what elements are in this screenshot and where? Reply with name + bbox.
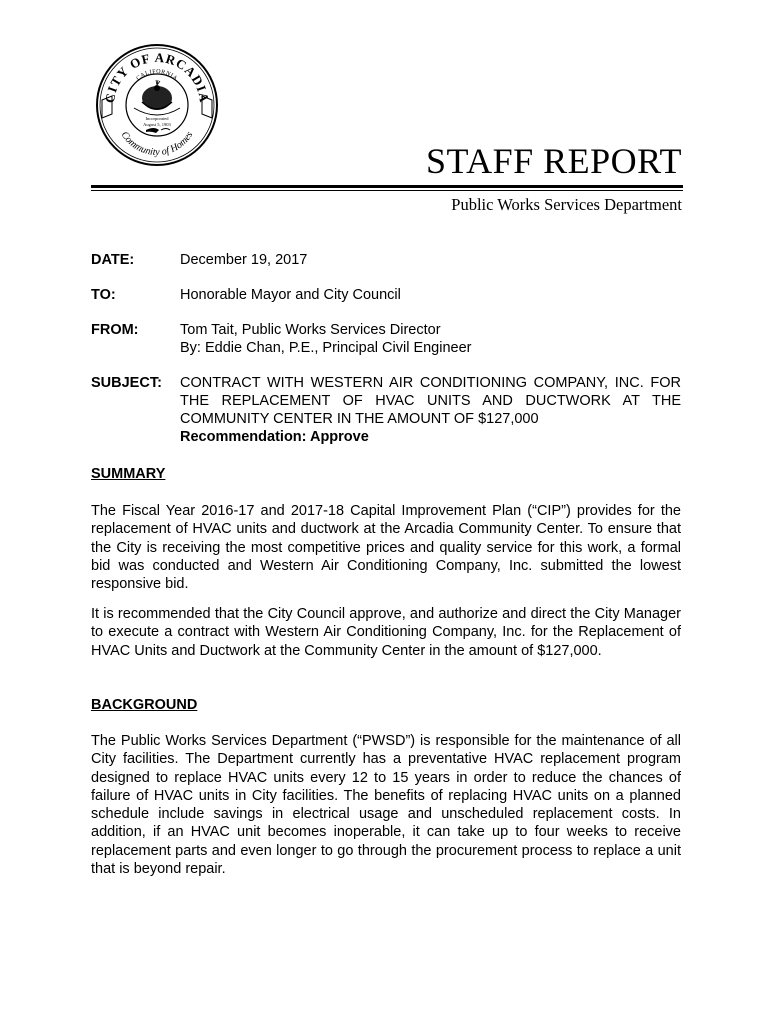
header-rule-thick — [91, 185, 683, 188]
summary-paragraph-1: The Fiscal Year 2016-17 and 2017-18 Capital Improvement Plan (“CIP”) provides for the replacement of HVAC units and ductwork at the Arcadia Community Center. To ensure that the City is receiving the most competitive prices and quality service for this work, a formal bid was conducted and Western Air Conditioning Company, Inc. submitted the lowest responsive bid. — [91, 503, 681, 593]
background-heading: BACKGROUND — [91, 697, 198, 713]
background-paragraph-1: The Public Works Services Department (“PWSD”) is responsible for the maintenance of all City facilities. The Department currently has a preventative HVAC replacement program designed to replace HVAC units every 12 to 15 years in order to reduce the chances of failure of HVAC units in City facilities. The benefits of replacing HVAC units on a planned schedule include savings in electrical usage and unscheduled replacement costs. In addition, if an HVAC unit becomes inoperable, it can take up to four weeks to receive replacement parts and even longer to go through the procurement process to replace a unit that is beyond repair. — [91, 733, 681, 878]
from-label: FROM: — [91, 322, 139, 338]
svg-text:Incorporated: Incorporated — [145, 116, 169, 121]
memo-to — [91, 286, 681, 304]
city-seal-logo — [94, 42, 220, 168]
subject-label: SUBJECT: — [91, 375, 162, 391]
svg-text:Community of Homes: Community of Homes — [118, 129, 196, 159]
memo-from — [91, 321, 681, 357]
recommendation-text: Recommendation: Approve — [180, 429, 369, 445]
header-rule-thin — [91, 190, 683, 191]
date-value: December 19, 2017 — [180, 252, 308, 268]
to-value: Honorable Mayor and City Council — [180, 287, 401, 303]
from-line-2: By: Eddie Chan, P.E., Principal Civil Engineer — [180, 340, 472, 356]
from-line-1: Tom Tait, Public Works Services Director — [180, 322, 441, 338]
svg-text:August 5, 1903: August 5, 1903 — [143, 122, 171, 127]
summary-paragraph-2: It is recommended that the City Council approve, and authorize and direct the City Manager to execute a contract with Western Air Conditioning Company, Inc. for the Replacement of HVAC Units and Ductwork at the Community Center in the amount of $127,000. — [91, 606, 681, 659]
date-label: DATE: — [91, 252, 135, 268]
svg-text:CITY OF ARCADIA: CITY OF ARCADIA — [101, 49, 213, 104]
department-name: Public Works Services Department — [451, 195, 682, 214]
report-title: STAFF REPORT — [425, 141, 682, 181]
svg-text:CALIFORNIA: CALIFORNIA — [135, 68, 179, 83]
summary-heading: SUMMARY — [91, 466, 166, 482]
to-label: TO: — [91, 287, 116, 303]
subject-text: CONTRACT WITH WESTERN AIR CONDITIONING COMPANY, INC. FOR THE REPLACEMENT OF HVAC UNITS AND DUCTWORK AT THE COMMUNITY CENTER IN THE AMOUNT OF $127,000 — [180, 375, 681, 427]
memo-date — [91, 251, 681, 269]
memo-subject — [91, 374, 681, 446]
